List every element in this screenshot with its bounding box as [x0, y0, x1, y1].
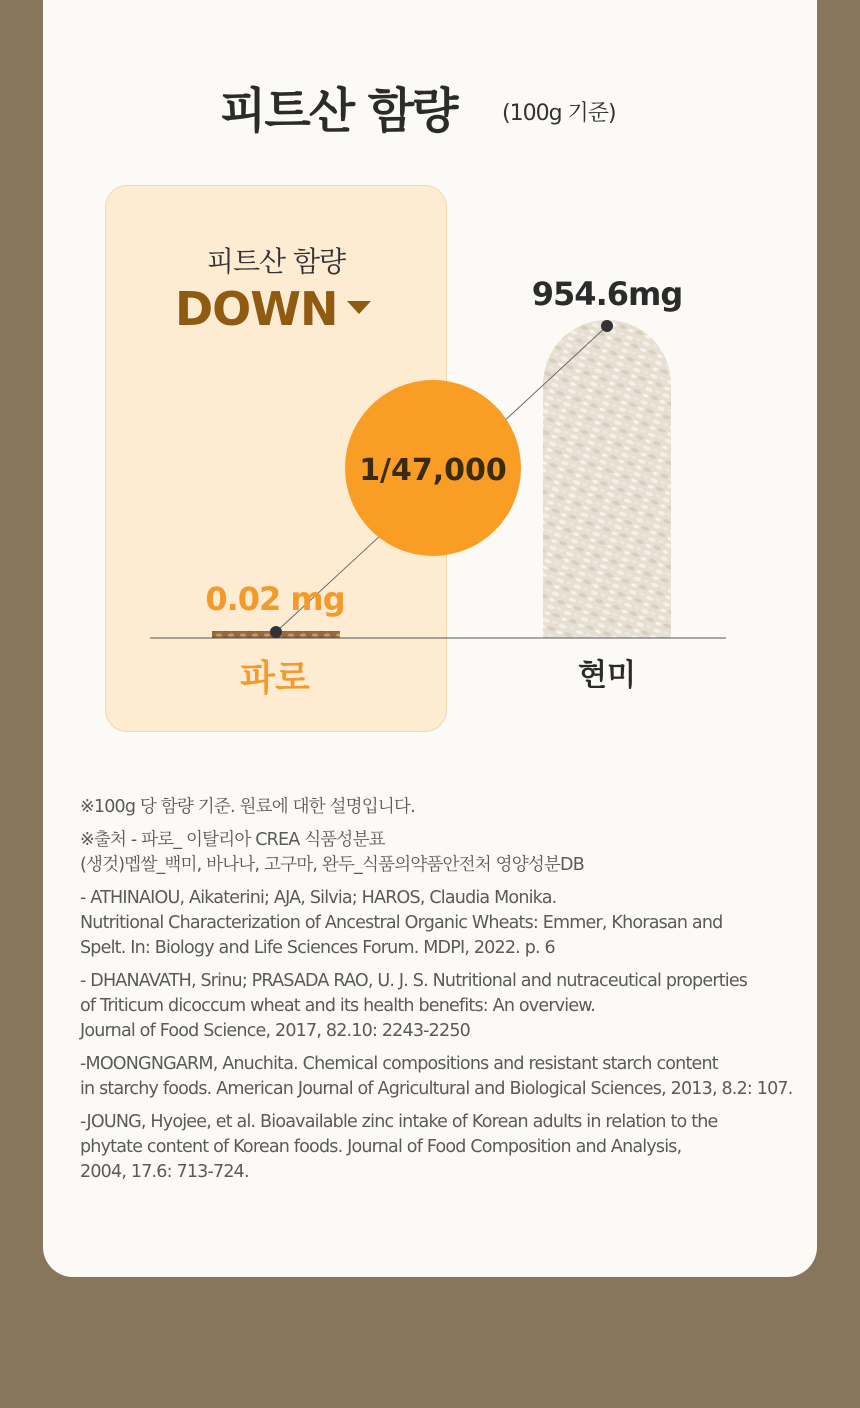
- source-note: - DHANAVATH, Srinu; PRASADA RAO, U. J. S. Nutritional and nutraceutical properties of Triticum dicoccum wheat and its health benefits: An overview. Journal of Food Science, 2017, 82.10: 2243-2250: [80, 971, 748, 1041]
- source-note: -JOUNG, Hyojee, et al. Bioavailable zinc intake of Korean adults in relation to the phytate content of Korean foods. Journal of Food Composition and Analysis, 2004, 17.6: 713-724.: [80, 1112, 718, 1182]
- value-label: 954.6mg: [531, 275, 683, 313]
- source-notes: [80, 795, 800, 1193]
- source-note: - ATHINAIOU, Aikaterini; AJA, Silvia; HAROS, Claudia Monika. Nutritional Characterization of Ancestral Organic Wheats: Emmer, Khorasan and Spelt. In: Biology and Life Sciences Forum. MDPI, 2022. p. 6: [80, 888, 723, 958]
- ratio-label: 1/47,000: [359, 453, 507, 488]
- category-label: 현미: [578, 658, 636, 693]
- page-title: 피트산 함량: [220, 83, 457, 139]
- data-point: [270, 626, 282, 638]
- data-point: [601, 320, 613, 332]
- title-unit: (100g 기준): [502, 101, 616, 126]
- source-note: ※100g 당 함량 기준. 원료에 대한 설명입니다.: [80, 797, 415, 817]
- highlight-label: 피트산 함량: [206, 245, 346, 278]
- value-label: 0.02 mg: [205, 580, 345, 618]
- source-note: ※출처 - 파로_ 이탈리아 CREA 식품성분표 (생것)멥쌀_백미, 바나나, 고구마, 완두_식품의약품안전처 영양성분DB: [80, 830, 584, 875]
- category-label: 파로: [240, 658, 310, 699]
- down-text: DOWN: [175, 282, 338, 336]
- source-note: -MOONGNGARM, Anuchita. Chemical compositions and resistant starch content in starchy foods. American Journal of Agricultural and Biological Sciences, 2013, 8.2: 107.: [80, 1054, 793, 1099]
